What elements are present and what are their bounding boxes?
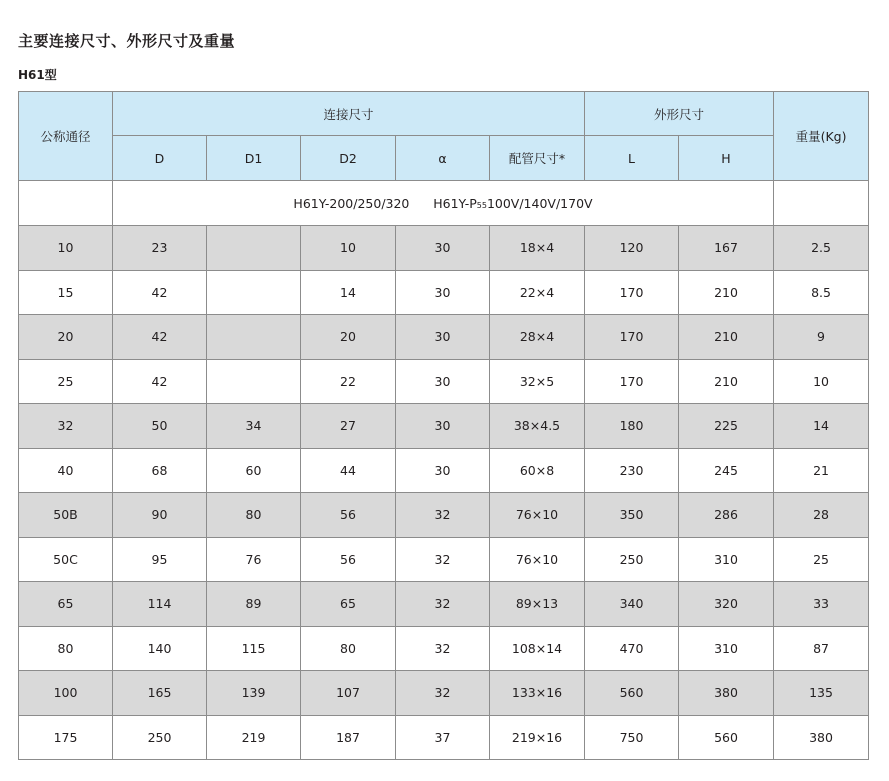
cell-dn: 32 bbox=[19, 404, 113, 449]
cell-d: 42 bbox=[113, 359, 207, 404]
model-series-2-prefix: H61Y-P bbox=[433, 195, 477, 211]
cell-d2: 20 bbox=[301, 315, 396, 360]
table-row bbox=[19, 270, 869, 315]
header-col-pipe: 配管尺寸* bbox=[490, 136, 585, 181]
cell-d2: 10 bbox=[301, 226, 396, 271]
cell-dn: 40 bbox=[19, 448, 113, 493]
model-series-2-sub: 55 bbox=[476, 200, 487, 210]
cell-l: 170 bbox=[585, 359, 679, 404]
cell-d1: 89 bbox=[207, 582, 301, 627]
cell-l: 250 bbox=[585, 537, 679, 582]
cell-d1: 80 bbox=[207, 493, 301, 538]
cell-dn: 65 bbox=[19, 582, 113, 627]
table-row bbox=[19, 359, 869, 404]
cell-w: 9 bbox=[774, 315, 869, 360]
header-col-d2: D2 bbox=[301, 136, 396, 181]
cell-d: 140 bbox=[113, 626, 207, 671]
cell-pipe: 133×16 bbox=[490, 671, 585, 716]
cell-w: 14 bbox=[774, 404, 869, 449]
cell-d1: 60 bbox=[207, 448, 301, 493]
cell-alpha: 32 bbox=[396, 537, 490, 582]
cell-d1: 76 bbox=[207, 537, 301, 582]
cell-alpha: 32 bbox=[396, 626, 490, 671]
cell-alpha: 30 bbox=[396, 270, 490, 315]
cell-l: 230 bbox=[585, 448, 679, 493]
cell-alpha: 32 bbox=[396, 493, 490, 538]
cell-w: 2.5 bbox=[774, 226, 869, 271]
cell-pipe: 18×4 bbox=[490, 226, 585, 271]
cell-l: 120 bbox=[585, 226, 679, 271]
cell-d1: 115 bbox=[207, 626, 301, 671]
cell-h: 310 bbox=[679, 626, 774, 671]
cell-pipe: 76×10 bbox=[490, 537, 585, 582]
model-subtitle: H61型 bbox=[18, 68, 57, 82]
cell-alpha: 30 bbox=[396, 404, 490, 449]
cell-l: 340 bbox=[585, 582, 679, 627]
header-col-l: L bbox=[585, 136, 679, 181]
cell-l: 560 bbox=[585, 671, 679, 716]
cell-dn: 80 bbox=[19, 626, 113, 671]
table-row bbox=[19, 404, 869, 449]
cell-w: 135 bbox=[774, 671, 869, 716]
header-col-alpha: α bbox=[396, 136, 490, 181]
cell-d1 bbox=[207, 226, 301, 271]
model-series-2-suffix: 100V/140V/170V bbox=[486, 195, 593, 211]
cell-h: 210 bbox=[679, 359, 774, 404]
cell-alpha: 37 bbox=[396, 715, 490, 760]
cell-w: 8.5 bbox=[774, 270, 869, 315]
cell-dn: 50C bbox=[19, 537, 113, 582]
cell-d1: 139 bbox=[207, 671, 301, 716]
cell-d2: 56 bbox=[301, 537, 396, 582]
cell-dn: 100 bbox=[19, 671, 113, 716]
cell-w: 28 bbox=[774, 493, 869, 538]
header-col-d: D bbox=[113, 136, 207, 181]
cell-h: 320 bbox=[679, 582, 774, 627]
cell-h: 225 bbox=[679, 404, 774, 449]
cell-dn: 25 bbox=[19, 359, 113, 404]
spec-table bbox=[18, 91, 869, 760]
cell-d: 165 bbox=[113, 671, 207, 716]
cell-pipe: 219×16 bbox=[490, 715, 585, 760]
cell-d: 42 bbox=[113, 270, 207, 315]
cell-pipe: 38×4.5 bbox=[490, 404, 585, 449]
cell-d1 bbox=[207, 359, 301, 404]
cell-d: 50 bbox=[113, 404, 207, 449]
cell-h: 245 bbox=[679, 448, 774, 493]
cell-w: 33 bbox=[774, 582, 869, 627]
cell-alpha: 32 bbox=[396, 582, 490, 627]
model-row-blank-right bbox=[774, 181, 869, 226]
cell-w: 25 bbox=[774, 537, 869, 582]
cell-pipe: 108×14 bbox=[490, 626, 585, 671]
cell-l: 170 bbox=[585, 270, 679, 315]
table-row bbox=[19, 715, 869, 760]
table-header bbox=[19, 92, 869, 181]
table-row bbox=[19, 315, 869, 360]
cell-l: 180 bbox=[585, 404, 679, 449]
model-row bbox=[19, 181, 869, 226]
cell-dn: 50B bbox=[19, 493, 113, 538]
table-row bbox=[19, 582, 869, 627]
table-row bbox=[19, 493, 869, 538]
table-row bbox=[19, 448, 869, 493]
cell-l: 750 bbox=[585, 715, 679, 760]
cell-d2: 187 bbox=[301, 715, 396, 760]
cell-pipe: 60×8 bbox=[490, 448, 585, 493]
cell-d1: 34 bbox=[207, 404, 301, 449]
model-list bbox=[113, 181, 774, 226]
cell-h: 380 bbox=[679, 671, 774, 716]
cell-d2: 107 bbox=[301, 671, 396, 716]
cell-dn: 10 bbox=[19, 226, 113, 271]
cell-pipe: 28×4 bbox=[490, 315, 585, 360]
cell-d: 95 bbox=[113, 537, 207, 582]
cell-alpha: 30 bbox=[396, 226, 490, 271]
cell-h: 560 bbox=[679, 715, 774, 760]
cell-d2: 22 bbox=[301, 359, 396, 404]
cell-d: 42 bbox=[113, 315, 207, 360]
cell-alpha: 30 bbox=[396, 315, 490, 360]
cell-d2: 56 bbox=[301, 493, 396, 538]
page-title: 主要连接尺寸、外形尺寸及重量 bbox=[18, 32, 236, 50]
cell-dn: 175 bbox=[19, 715, 113, 760]
header-col-h: H bbox=[679, 136, 774, 181]
cell-l: 170 bbox=[585, 315, 679, 360]
cell-d2: 80 bbox=[301, 626, 396, 671]
cell-d1 bbox=[207, 270, 301, 315]
header-col-d1: D1 bbox=[207, 136, 301, 181]
cell-d: 90 bbox=[113, 493, 207, 538]
cell-w: 380 bbox=[774, 715, 869, 760]
cell-l: 470 bbox=[585, 626, 679, 671]
table-row bbox=[19, 626, 869, 671]
cell-l: 350 bbox=[585, 493, 679, 538]
cell-d: 68 bbox=[113, 448, 207, 493]
cell-d1: 219 bbox=[207, 715, 301, 760]
cell-d: 114 bbox=[113, 582, 207, 627]
cell-d2: 27 bbox=[301, 404, 396, 449]
cell-h: 167 bbox=[679, 226, 774, 271]
table-row bbox=[19, 226, 869, 271]
cell-pipe: 32×5 bbox=[490, 359, 585, 404]
cell-w: 21 bbox=[774, 448, 869, 493]
cell-pipe: 89×13 bbox=[490, 582, 585, 627]
cell-d2: 14 bbox=[301, 270, 396, 315]
model-row-blank bbox=[19, 181, 113, 226]
cell-d1 bbox=[207, 315, 301, 360]
table-row bbox=[19, 537, 869, 582]
cell-h: 286 bbox=[679, 493, 774, 538]
cell-w: 10 bbox=[774, 359, 869, 404]
header-nominal-diameter: 公称通径 bbox=[19, 92, 113, 181]
header-outline-dims: 外形尺寸 bbox=[585, 92, 774, 136]
header-weight: 重量(Kg) bbox=[774, 92, 869, 181]
cell-dn: 20 bbox=[19, 315, 113, 360]
header-connection-dims: 连接尺寸 bbox=[113, 92, 585, 136]
cell-w: 87 bbox=[774, 626, 869, 671]
cell-d: 23 bbox=[113, 226, 207, 271]
table-row bbox=[19, 671, 869, 716]
cell-alpha: 32 bbox=[396, 671, 490, 716]
cell-h: 210 bbox=[679, 270, 774, 315]
cell-pipe: 22×4 bbox=[490, 270, 585, 315]
cell-d2: 65 bbox=[301, 582, 396, 627]
table-body bbox=[19, 226, 869, 760]
cell-h: 210 bbox=[679, 315, 774, 360]
model-series-1: H61Y-200/250/320 bbox=[293, 195, 410, 211]
cell-dn: 15 bbox=[19, 270, 113, 315]
cell-pipe: 76×10 bbox=[490, 493, 585, 538]
cell-alpha: 30 bbox=[396, 448, 490, 493]
cell-h: 310 bbox=[679, 537, 774, 582]
cell-alpha: 30 bbox=[396, 359, 490, 404]
cell-d: 250 bbox=[113, 715, 207, 760]
cell-d2: 44 bbox=[301, 448, 396, 493]
